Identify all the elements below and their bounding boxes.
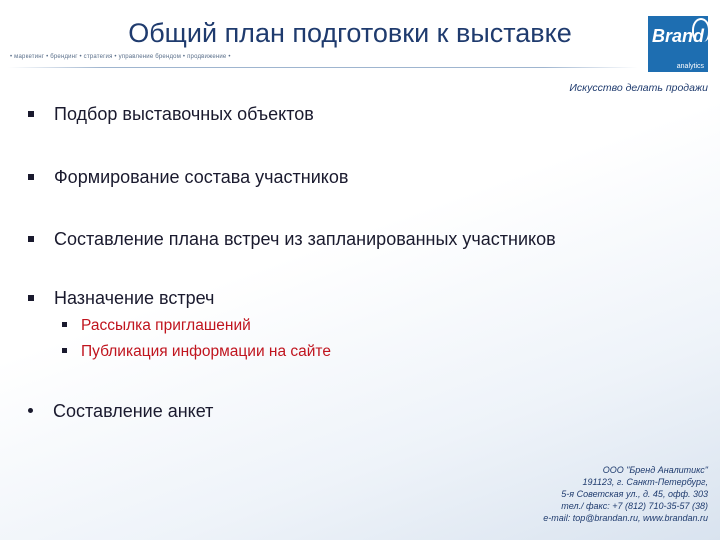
bullet-text: Назначение встреч bbox=[54, 288, 215, 308]
tagline: • маркетинг • брендинг • стратегия • управление брендом • продвижение • bbox=[10, 54, 231, 60]
square-bullet-icon bbox=[28, 111, 34, 117]
brand-logo bbox=[648, 16, 708, 72]
bullet-text: Составление плана встреч из запланированных участников bbox=[54, 229, 556, 249]
bullet-item bbox=[28, 288, 214, 309]
bullet-text: Составление анкет bbox=[53, 401, 214, 421]
email-line: e-mail: top@brandan.ru, www.brandan.ru bbox=[543, 513, 708, 523]
title-divider bbox=[8, 67, 638, 68]
address-line: 5-я Советская ул., д. 45, офф. 303 bbox=[561, 489, 708, 499]
round-bullet-icon bbox=[28, 408, 33, 413]
bullet-text: Подбор выставочных объектов bbox=[54, 104, 314, 124]
contacts-block bbox=[543, 464, 708, 524]
sub-bullet-text: Публикация информации на сайте bbox=[81, 343, 331, 360]
logo-brand-text: Brand bbox=[652, 26, 705, 46]
slide-title: Общий план подготовки к выставке bbox=[128, 18, 572, 48]
phone-line: тел./ факс: +7 (812) 710-35-57 (38) bbox=[561, 501, 708, 511]
bullet-item bbox=[28, 104, 314, 125]
square-bullet-icon bbox=[62, 322, 67, 327]
bullet-text: Формирование состава участников bbox=[54, 167, 349, 187]
square-bullet-icon bbox=[28, 236, 34, 242]
bullet-item bbox=[28, 401, 213, 422]
square-bullet-icon bbox=[28, 174, 34, 180]
square-bullet-icon bbox=[62, 348, 67, 353]
sub-bullet-item bbox=[62, 343, 331, 361]
company-name: ООО "Бренд Аналитикс" bbox=[602, 465, 708, 475]
address-line: 191123, г. Санкт-Петербург, bbox=[582, 477, 708, 487]
sub-bullet-item bbox=[62, 317, 251, 335]
logo-sub-text: analytics bbox=[676, 63, 704, 70]
bullet-item bbox=[28, 229, 556, 250]
sub-bullet-text: Рассылка приглашений bbox=[81, 317, 251, 334]
slogan: Искусство делать продажи bbox=[569, 82, 708, 94]
square-bullet-icon bbox=[28, 295, 34, 301]
bullet-item bbox=[28, 167, 348, 188]
